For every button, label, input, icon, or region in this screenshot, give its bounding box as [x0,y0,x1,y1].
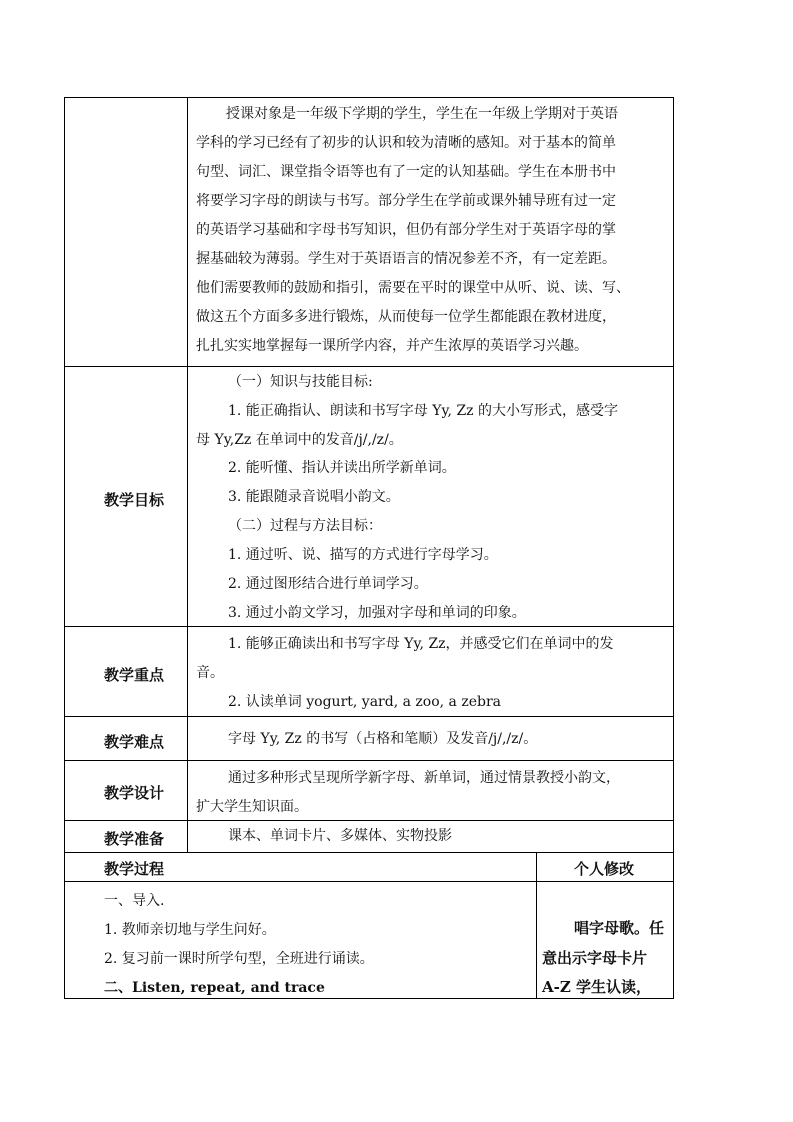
goals-line: 1. 能正确指认、朗读和书写字母 Yy, Zz 的大小写形式，感受字 [228,403,619,419]
process-line: 一、导入. [104,893,165,909]
keypoints-line: 音。 [196,665,224,681]
goals-line: 2. 能听懂、指认并读出所学新单词。 [228,460,456,476]
intro-line: 的英语学习基础和字母书写知识，但仍有部分学生对于英语字母的掌 [196,222,616,238]
design-line: 通过多种形式呈现所学新字母、新单词，通过情景教授小韵文， [228,770,620,786]
goals-line: 3. 能跟随录音说唱小韵文。 [228,489,400,505]
intro-line: 他们需要教师的鼓励和指引，需要在平时的课堂中从听、说、读、写、 [196,280,630,296]
keypoints-label: 教学重点 [104,666,165,684]
process-note: 唱字母歌。任 [574,919,665,937]
difficulties-line: 字母 Yy, Zz 的书写（占格和笔顺）及发音/j/,/z/。 [228,731,538,747]
intro-label-cell [64,97,188,367]
process-note: A-Z 学生认读， [542,978,652,996]
intro-line: 句型、词汇、课堂指令语等也有了一定的认知基础。学生在本册书中 [196,164,616,180]
intro-line: 将要学习字母的朗读与书写。部分学生在学前或课外辅导班有过一定 [196,193,616,209]
design-line: 扩大学生知识面。 [196,799,308,815]
goals-line: 2. 通过图形结合进行单词学习。 [228,576,428,592]
process-note: 意出示字母卡片 [542,949,648,967]
process-line: 1. 教师亲切地与学生问好。 [104,922,276,938]
process-line: 2. 复习前一课时所学句型，全班进行诵读。 [104,951,374,967]
goals-line: 1. 通过听、说、描写的方式进行字母学习。 [228,547,498,563]
keypoints-line: 1. 能够正确读出和书写字母 Yy, Zz，并感受它们在单词中的发 [228,636,614,652]
goals-line: （二）过程与方法目标： [228,518,382,534]
intro-line: 握基础较为薄弱。学生对于英语语言的情况参差不齐，有一定差距。 [196,251,616,267]
intro-line: 学科的学习已经有了初步的认识和较为清晰的感知。对于基本的简单 [196,135,616,151]
prep-line: 课本、单词卡片、多媒体、实物投影 [228,828,452,844]
prep-label: 教学准备 [104,830,165,848]
goals-line: （一）知识与技能目标: [228,374,373,390]
difficulties-label: 教学难点 [104,733,165,751]
intro-line: 扎扎实实地掌握每一课所学内容，并产生浓厚的英语学习兴趣。 [196,338,588,354]
goals-line: 母 Yy,Zz 在单词中的发音/j/,/z/。 [196,432,403,448]
keypoints-line: 2. 认读单词 yogurt, yard, a zoo, a zebra [228,694,501,710]
intro-line: 授课对象是一年级下学期的学生，学生在一年级上学期对于英语 [226,106,618,122]
process-line: 二、Listen, repeat, and trace [104,980,325,996]
goals-line: 3. 通过小韵文学习，加强对字母和单词的印象。 [228,605,526,621]
goals-label: 教学目标 [104,491,165,509]
design-label: 教学设计 [104,784,165,802]
process-header-right: 个人修改 [574,860,635,878]
process-header-left: 教学过程 [104,860,165,878]
intro-line: 做这五个方面多多进行锻炼，从而使每一位学生都能跟在教材进度， [196,309,616,325]
